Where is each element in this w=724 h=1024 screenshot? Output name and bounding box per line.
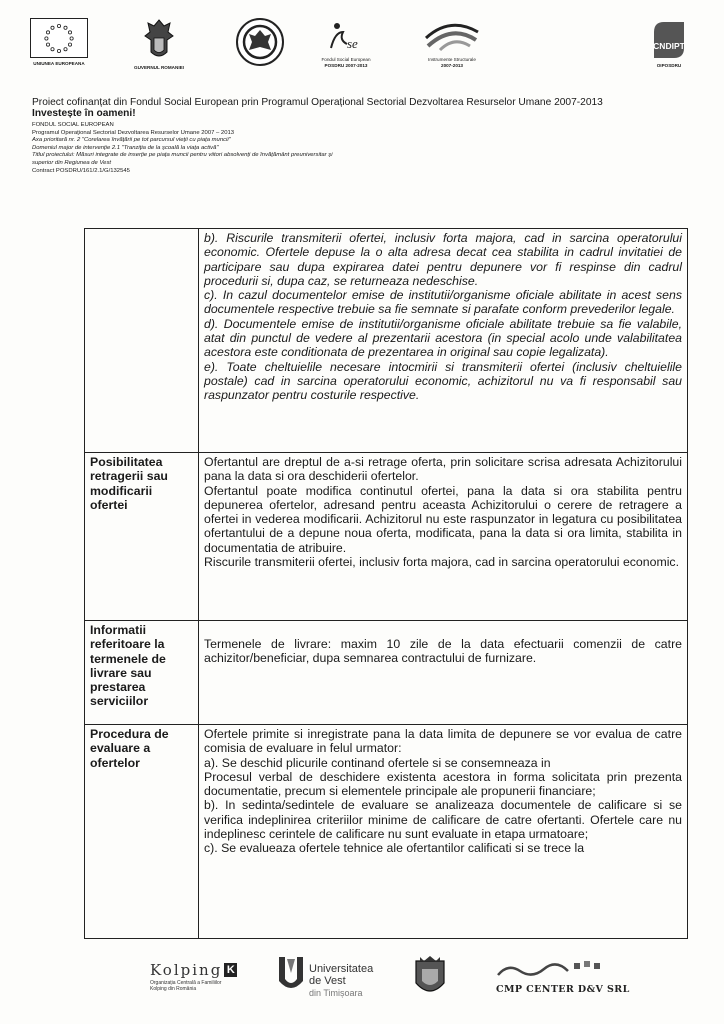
row-label: Informatii referitoare la termenele de livrare sau prestarea serviciilor <box>85 621 199 725</box>
fse-mark-icon <box>321 18 371 54</box>
paragraph: d). Documentele emise de institutii/organisme oficiale abilitate trebuie sa fie valabile, atat din punctul de vedere al prezentarii acestora (in special acolo unde valabilitatea acestora este conditionata de prezentarea in original sau copie legalizata). <box>204 316 682 360</box>
header-line: Titlul proiectului: Măsuri integrate de inserţie pe piaţa muncii pentru viitori absolvenţi de învăţământ preuniversitar şi <box>32 152 333 159</box>
row-content <box>199 229 688 453</box>
row-content <box>199 453 688 621</box>
paragraph: a). Se deschid plicurile continand ofertele si se consemneaza in <box>204 755 551 770</box>
kolping-caption-1: Organizația Centrală a Familiilor <box>150 980 222 986</box>
table-row <box>85 621 688 725</box>
coat-of-arms-icon <box>142 18 176 62</box>
eu-flag-icon <box>30 18 88 58</box>
cmp-logo <box>496 959 630 995</box>
kolping-caption-2: Kolping din România <box>150 986 197 992</box>
paragraph: c). In cazul documentelor emise de institutii/organisme oficiale abilitate in acest sens documentele respective trebuie sa fie semnate si parafate conform prevederilor legale. <box>204 288 682 317</box>
uvt-emblem-icon <box>277 955 305 991</box>
row-label: Procedura de evaluare a ofertelor <box>85 725 199 939</box>
seal-icon <box>236 18 284 66</box>
project-slogan: Investește în oameni! <box>32 108 136 119</box>
kolping-k-icon: K <box>224 963 237 977</box>
paragraph: b). In sedinta/sedintele de evaluare se analizeaza documentele de calificare si se verifica indeplinirea criteriilor minime de calificare de catre ofertanti. Ofertele care nu indeplinesc cerintele de calificare nu sunt evaluate in etapa urmatoare; <box>204 798 682 842</box>
fse-caption-2: POSDRU 2007-2013 <box>324 62 368 68</box>
row-content <box>199 621 688 725</box>
gov-logo <box>134 18 184 71</box>
paragraph: Ofertantul are dreptul de a-si retrage oferta, prin solicitare scrisa adresata Achizitorului pana la data si ora deschiderii ofertelor. <box>204 455 682 484</box>
paragraph: Ofertele primite si inregistrate pana la data limita de depunere se vor evalua de catre comisia de evaluare in felul urmator: <box>204 727 682 756</box>
is-caption-1: Instrumente Structurale <box>428 57 476 62</box>
structural-instruments-logo <box>420 18 484 68</box>
cndipt-mark-icon <box>648 18 690 60</box>
paragraph: Termenele de livrare: maxim 10 zile de la data efectuarii comenzii de catre achizitor/beneficiar, dupa semnarea contractului de furnizare. <box>204 637 682 666</box>
gov-caption: GUVERNUL ROMANIEI <box>134 65 184 70</box>
cmp-name: CMP CENTER D&V SRL <box>496 984 630 995</box>
paragraph: Riscurile transmiterii ofertei, inclusiv forta majora, cad in sarcina operatorului economic. <box>204 555 679 570</box>
project-title: Proiect cofinanțat din Fondul Social European prin Programul Operațional Sectorial Dezvoltarea Resurselor Umane 2007-2013 <box>32 97 603 108</box>
is-caption-2: 2007-2013 <box>441 62 463 68</box>
uvt-city: din Timișoara <box>309 988 363 998</box>
round-seal-logo <box>236 18 284 66</box>
project-header <box>32 97 712 175</box>
uvt-name: Universitatea de Vest <box>309 963 374 987</box>
cndipt-text: CNDIPT <box>653 41 685 51</box>
oi-caption: OIPOSDRU <box>656 63 682 68</box>
crest-icon <box>412 955 448 999</box>
cndipt-logo <box>648 18 690 69</box>
paragraph: Procesul verbal de deschidere existenta acestora in forma solicitata prin prezenta documentatie, precum si elementele principale ale propunerii financiare; <box>204 769 682 799</box>
fse-caption-1: Fondul Social European <box>321 57 371 62</box>
kolping-wordmark: Kolping <box>150 961 223 979</box>
row-content <box>199 725 688 939</box>
offer-conditions-table <box>84 228 688 939</box>
partner-logos-footer <box>150 955 690 1010</box>
eu-logo <box>30 18 88 67</box>
header-line: Domeniul major de intervenţie 2.1 "Tranziţia de la şcoală la viaţa activă" <box>32 144 219 151</box>
header-line: superior din Regiunea de Vest <box>32 159 112 166</box>
svg-text:se: se <box>347 36 358 51</box>
crest-logo <box>412 955 448 1004</box>
row-label <box>85 229 199 453</box>
structural-instruments-icon <box>420 18 484 54</box>
header-line: FONDUL SOCIAL EUROPEAN <box>32 122 114 128</box>
uvt-logo <box>277 955 381 999</box>
header-line: Axa prioritară nr. 2 "Corelarea învăţării pe tot parcursul vieţii cu piaţa muncii" <box>32 137 231 144</box>
logo-row <box>26 18 706 88</box>
fse-logo <box>321 18 371 68</box>
table-row <box>85 453 688 621</box>
cmp-graphic-icon <box>496 959 606 979</box>
header-line: Programul Operaţional Sectorial Dezvoltarea Resurselor Umane 2007 – 2013 <box>32 129 235 136</box>
paragraph: c). Se evalueaza ofertele tehnice ale ofertantilor calificati si se trece la <box>204 841 585 856</box>
header-line: Contract POSDRU/161/2.1/G/132545 <box>32 167 130 174</box>
table-row <box>85 725 688 939</box>
paragraph: b). Riscurile transmiterii ofertei, inclusiv forta majora, cad in sarcina operatorului economic. Ofertele depuse la o alta adresa decat cea stabilita in cadrul invitatiei de participare sau dupa expirarea datei pentru depunere vor fi respinse din cadrul procedurii si, dupa caz, se returneaza nedeschise. <box>204 231 682 288</box>
eu-caption: UNIUNEA EUROPEANA <box>33 61 85 66</box>
kolping-logo <box>150 961 237 992</box>
row-label: Posibilitatea retragerii sau modificarii ofertei <box>85 453 199 621</box>
paragraph: e). Toate cheltuielile necesare intocmirii si transmiterii ofertei (inclusiv cheltuielile postale) cad in sarcina operatorului economic, achizitorul nu va fi responsabil sau raspunzator pentru costurile respective. <box>204 359 682 403</box>
table-row <box>85 229 688 453</box>
paragraph: Ofertantul poate modifica continutul ofertei, pana la data si ora stabilita pentru depunerea ofertelor, adresand pentru aceasta Achizitorului o cerere de retragere a ofertei in vederea modificarii. Achizitorul nu este raspunzator in legatura cu posibilitatea ofertantului de a depune noua oferta, modificata, pana la data si ora limita, stabilita in documentatia de atribuire. <box>204 483 682 555</box>
